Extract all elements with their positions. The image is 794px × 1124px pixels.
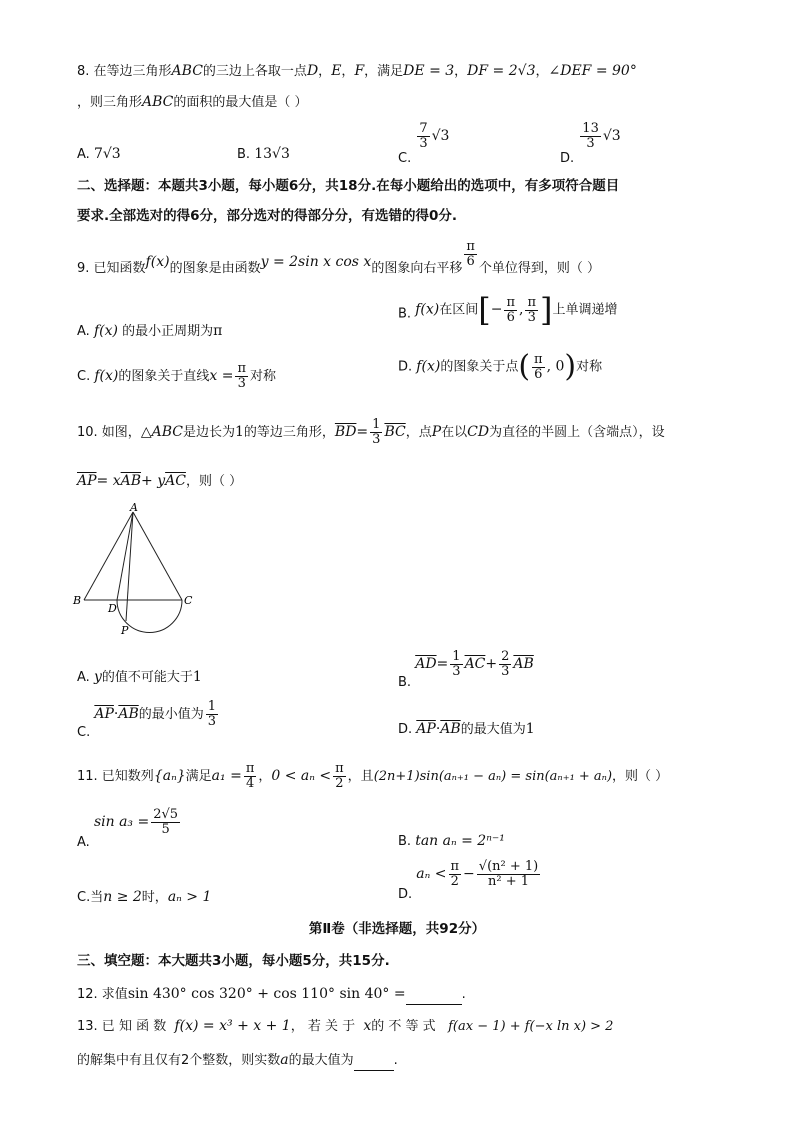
denominator: 3 [586,136,595,151]
q11-option-b[interactable] [398,832,505,851]
q13-text: 的最大值为 [288,1053,354,1068]
q11-option-d[interactable] [398,860,542,902]
denominator: 3 [527,309,536,325]
equals: = [436,656,449,672]
fraction [417,122,429,151]
radical: √3 [602,128,621,144]
q8-text: 的三边上各取一点 [202,64,307,79]
cond: n ≥ 2 [103,889,142,905]
eq: = x [96,473,121,489]
q9-text: 的图象是由函数 [169,261,261,276]
q13-text: 的 不 等 式 [371,1019,436,1034]
option-label: A. [77,670,90,685]
numerator: π [237,361,247,376]
segment-ap [126,512,133,621]
part2-title: 第Ⅱ卷（非选择题，共92分） [308,921,486,937]
denominator: 2 [450,874,459,889]
q8-text: 的面积的最大值是（ ） [173,95,308,110]
denominator: 6 [466,254,475,269]
sequence: {aₙ} [153,768,186,784]
side-ac [133,512,182,600]
vec-ap: $\overline{AP}$ [94,706,114,722]
q13-line1 [77,1017,613,1036]
expr: aₙ < [416,866,447,882]
bracket-right: ] [540,291,553,329]
vec-ab: $\overline{AB}$ [118,706,139,722]
q13-text: . [393,1053,398,1068]
numerator: 7 [419,121,428,136]
expr: sin a₃ = [93,814,150,830]
numerator: √(n² + 1) [478,859,539,874]
q9-option-c[interactable] [77,362,276,391]
numerator: 2 [501,649,510,664]
var-x: x = [209,368,234,384]
zero: , 0 [546,358,565,375]
vec-ac: $\overline{AC}$ [464,656,486,672]
q10-figure [70,500,210,645]
numerator: π [534,351,543,367]
triangle: △ABC [140,424,183,440]
q10-option-c[interactable] [77,700,220,740]
option-label: B. [237,147,251,162]
var-x: x [363,1018,372,1034]
option-text: 当 [90,890,104,905]
option-label: C. [77,890,91,905]
fraction [580,122,601,151]
q10-text: 10. 如图， [77,425,141,440]
q9-text: 的图象向右平移 [371,261,463,276]
option-label: C. [77,369,91,384]
denominator: 2 [335,776,344,791]
fraction [464,240,477,269]
fx: f(x) [416,358,441,375]
option-label: D. [398,722,413,737]
q12 [77,985,466,1005]
q8-line2 [77,93,308,112]
vec-ad: $\overline{AD}$ [415,656,437,672]
numerator: π [527,294,536,310]
q11-text: ，则（ ） [612,769,669,784]
q10-text: 为直径的半圆上（含端点），设 [489,425,665,440]
denominator: 3 [452,664,461,679]
fraction [504,296,517,325]
range: 0 < aₙ < [271,768,332,784]
q8-point-f: F [354,63,365,79]
option-text: 时， [141,890,168,905]
fraction [244,762,257,791]
fraction [532,353,545,382]
q9-option-b[interactable]: B. f(x)在区间[− $\frac{\pi}{6}$ , $\frac{\pi}{3}$ ]上单调递增 [398,291,618,329]
dot: · [435,721,441,737]
vec-ab: $\overline{AB}$ [440,721,461,737]
segment-cd: CD [467,424,490,440]
fraction [477,860,540,889]
recurrence: (2n+1)sin(aₙ₊₁ − aₙ) = sin(aₙ₊₁ + aₙ) [373,769,613,784]
option-text: 的最大值为 [460,722,526,737]
section2-line1: 二、选择题：本题共3小题，每小题6分，共18分.在每小题给出的选项中，有多项符合题目 [77,178,620,194]
option-text: 对称 [250,369,277,384]
expr: tan aₙ = 2ⁿ⁻¹ [415,833,505,849]
point-p: P [431,424,442,440]
label-p: P [121,624,129,637]
q8-angle: ∠DEF = 90° [548,63,637,79]
q8-point-e: E [331,63,342,79]
q8-option-b[interactable] [237,145,290,164]
option-label: B. [398,675,412,690]
var-a: a [280,1052,289,1068]
q9-fx: f(x) [145,254,170,270]
fx: f(x) [93,323,118,339]
label-a: A [130,501,138,514]
denominator: 3 [419,136,428,151]
option-value: 13√3 [254,146,290,162]
fx: f(x) [415,301,440,318]
denominator: 6 [506,309,515,325]
q12-text: 12. 求值 [77,987,128,1002]
numerator: 13 [582,121,599,136]
option-label: A. [77,147,90,162]
q8-option-d[interactable] [560,122,621,166]
one: 1 [525,721,535,737]
option-value: 7√3 [93,146,121,162]
denominator: 3 [372,432,381,447]
q10-text: 在以 [441,425,468,440]
option-label: C. [77,725,91,740]
q8-abc: ABC [171,63,203,79]
fraction [206,700,218,729]
dot: · [113,706,119,722]
option-text: 的图象关于直线 [118,369,210,384]
q9-func: y = 2sin x cos x [260,254,372,270]
fraction [370,418,382,447]
q8-text: ，则三角形 [77,95,143,110]
q13-text: ， 若 关 于 [290,1019,356,1034]
fraction [499,650,511,679]
q13-text: 13. 已 知 函 数 [77,1019,167,1034]
q12-text: . [461,987,466,1002]
q9-text: 9. 已知函数 [77,261,146,276]
answer-blank[interactable] [406,986,462,1005]
q9-option-d[interactable]: D. f(x)的图象关于点( $\frac{\pi}{6}$ , 0)对称 [398,349,603,384]
option-text: 的最小值为 [138,707,204,722]
q12-expr: sin 430° cos 320° + cos 110° sin 40° = [127,986,406,1002]
numerator: π [466,239,475,254]
numerator: 1 [452,649,461,664]
q9-option-a[interactable] [77,322,222,341]
radical: √3 [431,128,450,144]
q9-text: 个单位得到，则（ ） [478,261,601,276]
q8-option-c[interactable] [398,122,449,166]
q10-option-d[interactable] [398,720,535,739]
var-y: y [93,669,102,685]
fraction [333,762,346,791]
minus: − [463,866,475,882]
q10-text: ，则（ ） [185,474,243,489]
option-text: 的值不可能大于 [101,670,193,685]
side-ab [84,512,133,600]
q11-stem: 11. 已知数列{aₙ}满足a₁ = $\frac{\pi}{4}$ ，0 < aₙ < $\frac{\pi}{2}$ ，且(2n+1)sin(aₙ₊₁ − aₙ) = sin(aₙ₊₁ + aₙ)，则（ ） [77,761,669,791]
q13-func: f(x) = x³ + x + 1 [174,1018,291,1034]
q8-point-d: D [306,63,319,79]
answer-blank[interactable] [354,1052,394,1071]
q13-text: 的解集中有且仅有2个整数，则实数 [77,1053,281,1068]
numerator: π [245,761,255,776]
denominator: 3 [237,376,246,391]
q11-option-c[interactable] [77,888,211,907]
q11-text: 11. 已知数列 [77,769,154,784]
option-text: 上单调递增 [552,302,618,318]
q10-option-a[interactable] [77,668,202,687]
option-label: B. [398,834,412,849]
numerator: 2√5 [153,807,179,822]
fx: f(x) [94,368,119,384]
q8-option-a[interactable] [77,145,121,164]
q10-text: 是边长为 [182,425,235,440]
q13-line2 [77,1051,398,1071]
q11-text: ，且 [347,769,374,784]
fraction [450,650,462,679]
q13-ineq: f(ax − 1) + f(−x ln x) > 2 [448,1019,614,1034]
numerator: π [506,294,515,310]
pi: π [213,323,223,339]
q10-text: 的等边三角形， [243,425,335,440]
option-label: A. [77,835,90,850]
q8-de: DE = 3 [403,63,455,79]
fraction [449,860,462,889]
label-c: C [184,594,193,607]
option-label: D. [398,359,413,375]
denominator: 6 [534,366,543,382]
option-label: D. [560,151,575,166]
one: 1 [192,669,202,685]
option-text: 的最小正周期为 [122,324,214,339]
option-label: B. [398,306,412,322]
equals: = [356,424,369,440]
label-b: B [73,594,82,607]
numerator: π [450,859,460,874]
plus: + [485,656,498,672]
option-text: 对称 [576,359,603,375]
vec-ab: $\overline{AB}$ [513,656,534,672]
vec-ap: $\overline{AP}$ [416,721,436,737]
q8-text: 8. 在等边三角形 [77,64,172,79]
option-label: D. [398,887,413,902]
ineq: aₙ > 1 [167,889,212,905]
fraction [151,808,180,837]
denominator: 3 [207,714,217,729]
q11-option-a[interactable] [77,808,182,850]
q10-text: ，点 [405,425,432,440]
vec-ap: $\overline{AP}$ [77,473,97,489]
q8-abc: ABC [142,94,174,110]
denominator: 5 [161,822,170,837]
plus-y: + y [141,473,166,489]
one: 1 [234,424,244,440]
vec-ab: $\overline{AB}$ [120,473,142,489]
q10-stem-line1 [77,418,665,447]
section3-header: 三、填空题：本大题共3小题，每小题5分，共15分. [77,953,390,969]
label-d: D [108,602,117,615]
fraction [235,362,248,391]
a1: a₁ = [211,768,242,784]
q10-stem-line2 [77,472,242,491]
fraction [525,296,538,325]
q10-option-b[interactable] [398,650,534,690]
option-label: C. [398,151,412,166]
vec-ac: $\overline{AC}$ [165,473,186,489]
q8-text: ，满足 [364,64,404,79]
numerator: 1 [372,417,381,432]
denominator: 3 [501,664,510,679]
option-label: A. [77,324,90,339]
denominator: n² + 1 [488,874,530,889]
option-text: 的图象关于点 [440,359,519,375]
option-text: 在区间 [439,302,479,318]
q11-text: 满足 [185,769,212,784]
q8-df: DF = 2√3 [467,63,536,79]
vec-bd: $\overline{BD}$ [334,424,357,440]
q8-line1: 8. 在等边三角形ABC的三边上各取一点D，E，F，满足DE = 3，DF = 2√3，∠DEF = 90° [77,63,637,79]
q9-stem [77,240,600,276]
vec-bc: $\overline{BC}$ [384,424,406,440]
denominator: 4 [245,776,255,791]
numerator: π [335,761,344,776]
numerator: 1 [207,699,217,714]
section2-line2: 要求.全部选对的得6分，部分选对的得部分分，有选错的得0分. [77,208,458,224]
bracket-left: [ [478,291,491,329]
